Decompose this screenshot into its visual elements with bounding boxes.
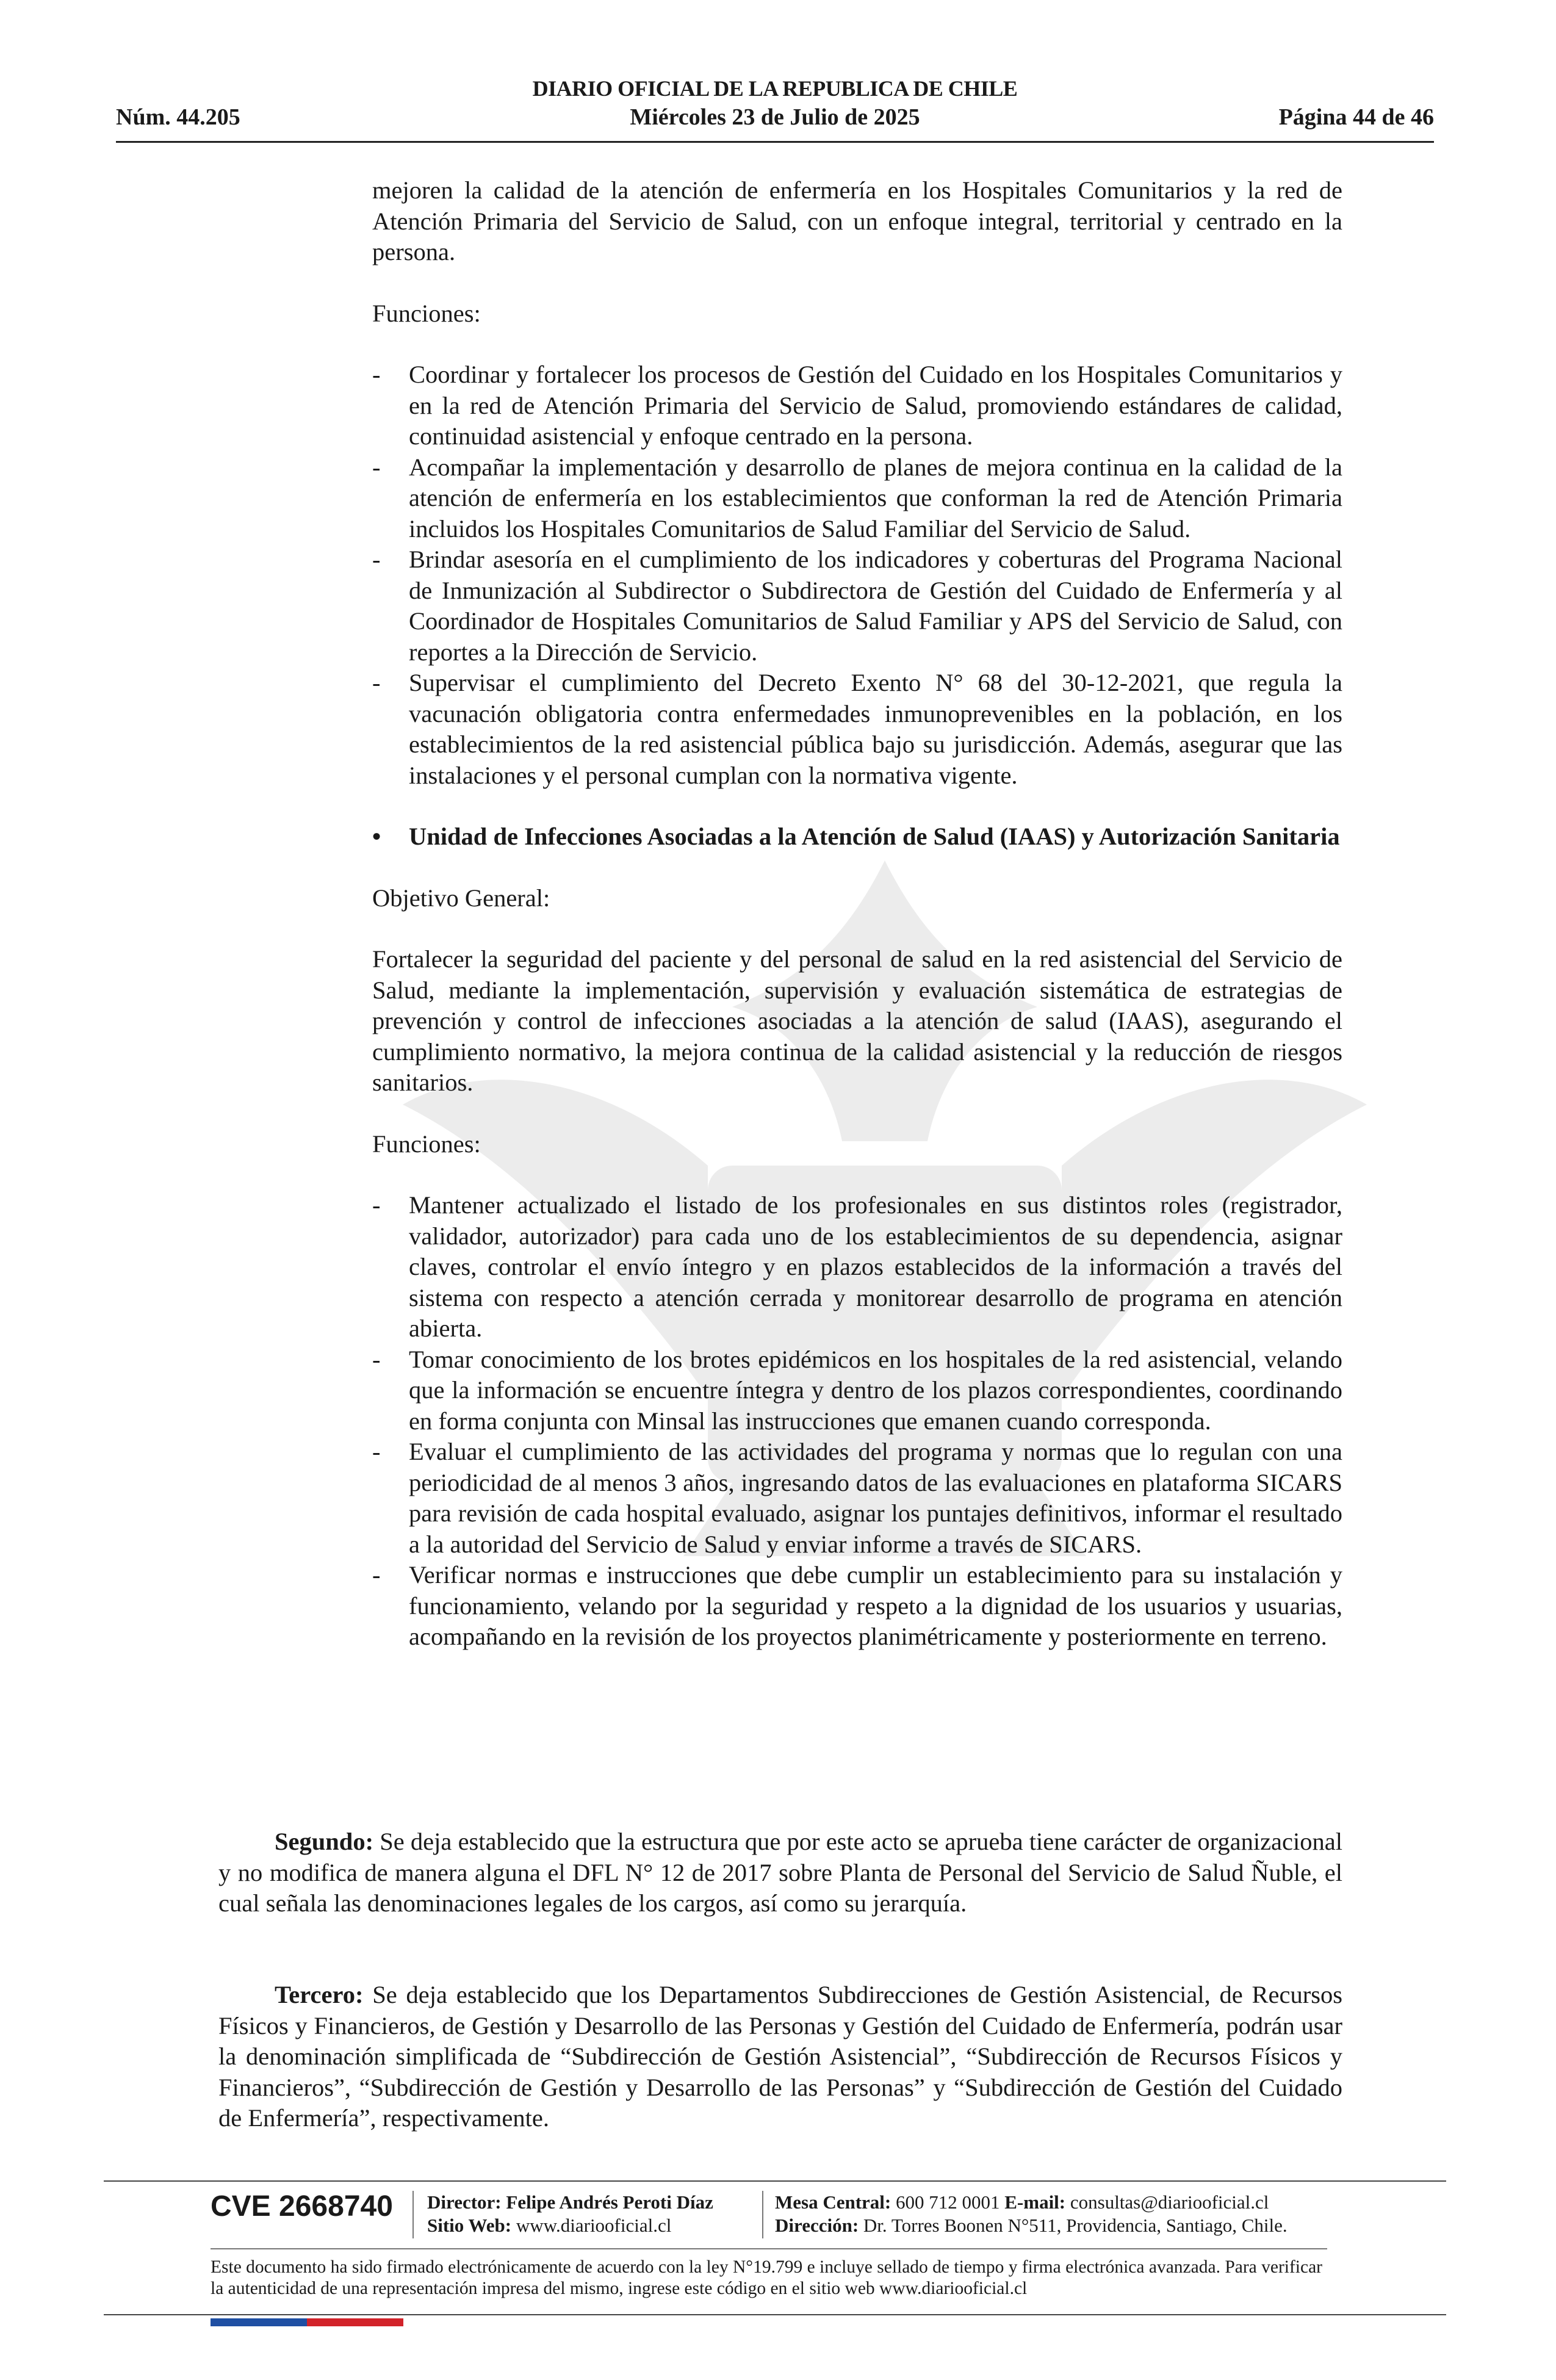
list-item: - Supervisar el cumplimiento del Decreto Exento N° 68 del 30-12-2021, que regula la vacunación obligatoria contra enfermedades inmunoprevenibles en la población, en los establecimientos de la red asistencial pública bajo su jurisdicción. Además, asegurar que las instalaciones y el personal cumplan con la normativa vigente. bbox=[372, 669, 1342, 789]
list-item: - Coordinar y fortalecer los procesos de Gestión del Cuidado en los Hospitales Comunitarios y en la red de Atención Primaria del Servicio de Salud, promoviendo estándares de calidad, continuidad asistencial y enfoque centrado en la persona. bbox=[372, 361, 1342, 450]
list-item: - Acompañar la implementación y desarrollo de planes de mejora continua en la calidad de la atención de enfermería en los establecimientos que conforman la red de Atención Primaria incluidos los Hospitales Comunitarios de Salud Familiar del Servicio de Salud. bbox=[372, 453, 1342, 543]
tercero-paragraph bbox=[218, 1980, 1342, 2134]
cve-code: CVE 2668740 bbox=[211, 2190, 393, 2223]
phone-number: 600 712 0001 bbox=[896, 2191, 1000, 2213]
unit-heading: • Unidad de Infecciones Asociadas a la Atención de Salud (IAAS) y Autorización Sanitaria bbox=[372, 821, 1342, 853]
tercero-label: Tercero: bbox=[275, 1981, 364, 2008]
website-link[interactable]: www.diariooficial.cl bbox=[516, 2215, 672, 2236]
funciones-heading: Funciones: bbox=[372, 1130, 481, 1158]
funciones-heading: Funciones: bbox=[372, 299, 481, 327]
address: Dr. Torres Boonen N°511, Providencia, Santiago, Chile. bbox=[863, 2215, 1288, 2236]
legal-notice: Este documento ha sido firmado electrónicamente de acuerdo con la ley N°19.799 e incluye sellado de tiempo y firma electrónica avanzada. Para verificar la autenticidad de una representación impresa del mismo, ingrese este código en el sitio web www.diariooficial.cl bbox=[211, 2257, 1322, 2298]
segundo-paragraph bbox=[218, 1826, 1342, 1919]
list-item: - Tomar conocimiento de los brotes epidémicos en los hospitales de la red asistencial, velando que la información se encuentre íntegra y dentro de los plazos correspondientes, coordinando en forma conjunta con Minsal las instrucciones que emanen cuando corresponda. bbox=[372, 1345, 1342, 1435]
footer-divider-mid bbox=[211, 2248, 1327, 2249]
footer-divider-bottom bbox=[104, 2314, 1446, 2315]
segundo-label: Segundo: bbox=[275, 1828, 374, 1855]
page-number: Página 44 de 46 bbox=[1278, 104, 1434, 130]
funciones-list-1 bbox=[372, 359, 1342, 791]
flag-bar-red bbox=[307, 2318, 403, 2326]
footer-contact-block: Mesa Central: 600 712 0001 E-mail: consultas@diariooficial.cl Dirección: Dr. Torres Boonen N°511, Providencia, Santiago, Chile. bbox=[775, 2191, 1288, 2236]
objective-text: Fortalecer la seguridad del paciente y del personal de salud en la red asistencial del Servicio de Salud, mediante la implementación, supervisión y evaluación sistemática de estrategias de prevención y control de infecciones asociadas a la atención de salud (IAAS), asegurando el cumplimiento normativo, la mejora continua de la calidad asistencial y la reducción de riesgos sanitarios. bbox=[372, 945, 1342, 1096]
publication-title: DIARIO OFICIAL DE LA REPUBLICA DE CHILE bbox=[532, 76, 1018, 101]
list-item: - Mantener actualizado el listado de los profesionales en sus distintos roles (registrador, validador, autorizador) para cada uno de los establecimientos de su dependencia, asignar claves, controlar el envío íntegro y en plazos establecidos de la información a través del sistema con respecto a atención cerrada y monitorear desarrollo de programa en atención abierta. bbox=[372, 1191, 1342, 1342]
tercero-text: Se deja establecido que los Departamentos Subdirecciones de Gestión Asistencial, de Recursos Físicos y Financieros, de Gestión y Desarrollo de las Personas y Gestión del Cuidado de Enfermería, podrán usar la denominación simplificada de “Subdirección de Gestión Asistencial”, “Subdirección de Recursos Físicos y Financieros”, “Subdirección de Gestión y Desarrollo de las Personas” y “Subdirección de Gestión del Cuidado de Enfermería”, respectivamente. bbox=[218, 1981, 1342, 2132]
intro-paragraph: mejoren la calidad de la atención de enfermería en los Hospitales Comunitarios y la red de Atención Primaria del Servicio de Salud, con un enfoque integral, territorial y centrado en la persona. bbox=[372, 176, 1342, 265]
issue-number: Núm. 44.205 bbox=[116, 104, 240, 130]
page-header bbox=[116, 74, 1434, 142]
email-link[interactable]: consultas@diariooficial.cl bbox=[1070, 2191, 1269, 2213]
publication-date: Miércoles 23 de Julio de 2025 bbox=[630, 104, 920, 130]
document-body bbox=[372, 175, 1342, 1653]
footer-divider-top bbox=[104, 2180, 1446, 2182]
segundo-text: Se deja establecido que la estructura que por este acto se aprueba tiene carácter de organizacional y no modifica de manera alguna el DFL N° 12 de 2017 sobre Planta de Personal del Servicio de Salud Ñuble, el cual señala las denominaciones legales de los cargos, así como su jerarquía. bbox=[218, 1828, 1342, 1917]
list-item: - Brindar asesoría en el cumplimiento de los indicadores y coberturas del Programa Nacional de Inmunización al Subdirector o Subdirectora de Gestión del Cuidado de Enfermería y al Coordinador de Hospitales Comunitarios de Salud Familiar y APS del Servicio de Salud, con reportes a la Dirección de Servicio. bbox=[372, 546, 1342, 666]
funciones-list-2 bbox=[372, 1190, 1342, 1653]
header-center bbox=[116, 74, 1434, 132]
footer-director-block: Director: Felipe Andrés Peroti Díaz Sitio Web: www.diariooficial.cl bbox=[427, 2191, 713, 2236]
director-name: Felipe Andrés Peroti Díaz bbox=[506, 2191, 713, 2213]
footer-separator bbox=[762, 2191, 763, 2238]
flag-bar-blue bbox=[211, 2318, 307, 2326]
objective-heading: Objetivo General: bbox=[372, 884, 550, 912]
bullet-icon: • bbox=[372, 823, 381, 850]
footer-separator bbox=[412, 2191, 414, 2238]
list-item: - Evaluar el cumplimiento de las actividades del programa y normas que lo regulan con una periodicidad de al menos 3 años, ingresando datos de las evaluaciones en plataforma SICARS para revisión de cada hospital evaluado, asignar los puntajes definitivos, informar el resultado a la autoridad del Servicio de Salud y enviar informe a través de SICARS. bbox=[372, 1438, 1342, 1558]
list-item: - Verificar normas e instrucciones que debe cumplir un establecimiento para su instalación y funcionamiento, velando por la seguridad y respeto a la dignidad de los usuarios y usuarias, acompañando en la revisión de los proyectos planimétricamente y posteriormente en terreno. bbox=[372, 1561, 1342, 1650]
header-divider bbox=[116, 141, 1434, 143]
